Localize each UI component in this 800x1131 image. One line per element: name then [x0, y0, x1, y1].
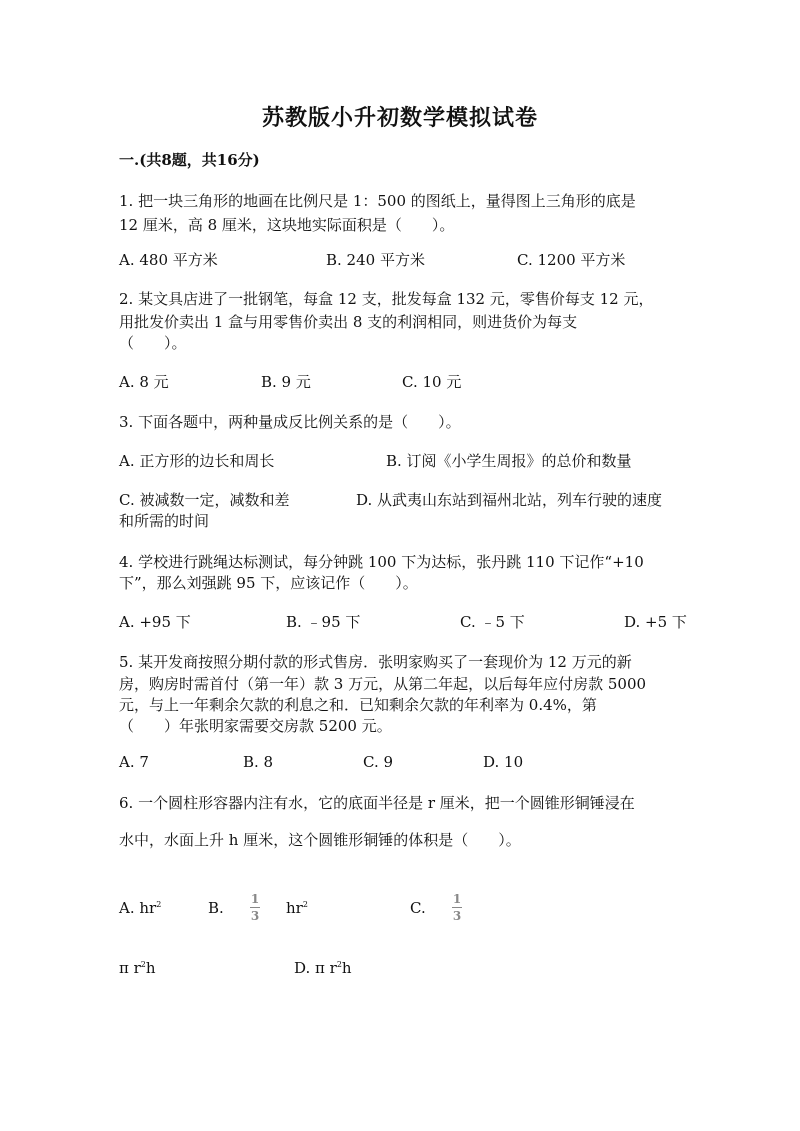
exponent: 2 [302, 900, 308, 909]
q4-option-c[interactable]: C. ﹣5 下 [460, 613, 525, 631]
fraction-bar [250, 907, 260, 908]
q3-line-1: 3. 下面各题中，两种量成反比例关系的是（ ）。 [119, 413, 461, 431]
q3-option-d-cont: 和所需的时间 [119, 512, 210, 530]
q2-line-1: 2. 某文具店进了一批钢笔，每盒 12 支，批发每盒 132 元，零售价每支 12 元， [119, 290, 654, 308]
q5-option-a[interactable]: A. 7 [119, 753, 149, 771]
q4-line-1: 4. 学校进行跳绳达标测试，每分钟跳 100 下为达标，张丹跳 110 下记作“+10 [119, 553, 644, 571]
section-heading: 一.(共8题，共16分) [119, 151, 260, 169]
fraction-numerator: 1 [452, 892, 462, 906]
q2-option-a[interactable]: A. 8 元 [119, 373, 169, 391]
q6-option-b[interactable]: B. [208, 899, 224, 917]
q3-option-b[interactable]: B. 订阅《小学生周报》的总价和数量 [386, 452, 632, 470]
q5-line-2: 房，购房时需首付（第一年）款 3 万元，从第二年起，以后每年应付房款 5000 [119, 675, 647, 693]
q2-line-2: 用批发价卖出 1 盒与用零售价卖出 8 支的利润相同，则进货价为每支 [119, 313, 578, 331]
q6-line-1: 6. 一个圆柱形容器内注有水，它的底面半径是 r 厘米，把一个圆锥形铜锤浸在 [119, 794, 635, 812]
fraction-one-third [250, 893, 260, 922]
q6-option-c-cont [119, 959, 156, 977]
q6-option-d[interactable] [294, 959, 352, 977]
q4-option-d[interactable]: D. +5 下 [624, 613, 687, 631]
fraction-numerator: 1 [250, 892, 260, 906]
q6-option-d-text: D. π r [294, 959, 337, 977]
q1-line-2: 12 厘米，高 8 厘米，这块地实际面积是（ ）。 [119, 216, 455, 234]
fraction-denominator: 3 [250, 909, 260, 923]
q2-option-b[interactable]: B. 9 元 [261, 373, 311, 391]
q6-option-b-expr [286, 899, 308, 917]
q2-line-3: （ ）。 [119, 334, 187, 352]
exponent: 2 [156, 900, 162, 909]
q6-option-c-cont-tail: h [145, 959, 156, 977]
q4-option-b[interactable]: B. ﹣95 下 [286, 613, 361, 631]
q5-option-d[interactable]: D. 10 [483, 753, 524, 771]
q1-option-a[interactable]: A. 480 平方米 [119, 251, 218, 269]
q5-option-c[interactable]: C. 9 [363, 753, 394, 771]
q1-line-1: 1. 把一块三角形的地画在比例尺是 1：500 的图纸上，量得图上三角形的底是 [119, 192, 636, 210]
q4-option-a[interactable]: A. +95 下 [119, 613, 191, 631]
q5-line-3: 元，与上一年剩余欠款的利息之和．已知剩余欠款的年利率为 0.4%，第 [119, 696, 597, 714]
fraction-bar [452, 907, 462, 908]
q6-option-a[interactable] [119, 899, 161, 917]
q1-option-b[interactable]: B. 240 平方米 [326, 251, 425, 269]
page-title: 苏教版小升初数学模拟试卷 [261, 105, 538, 131]
q6-option-a-text: A. hr [119, 899, 157, 917]
q6-line-2: 水中，水面上升 h 厘米，这个圆锥形铜锤的体积是（ ）。 [119, 831, 521, 849]
fraction-one-third [452, 893, 462, 922]
q1-option-c[interactable]: C. 1200 平方米 [517, 251, 626, 269]
q6-option-d-tail: h [341, 959, 352, 977]
q6-option-b-expr-text: hr [286, 899, 303, 917]
q5-line-1: 5. 某开发商按照分期付款的形式售房．张明家购买了一套现价为 12 万元的新 [119, 653, 632, 671]
q2-option-c[interactable]: C. 10 元 [402, 373, 462, 391]
q5-line-4: （ ）年张明家需要交房款 5200 元。 [119, 717, 392, 735]
q6-option-c-cont-text: π r [119, 959, 141, 977]
fraction-denominator: 3 [452, 909, 462, 923]
q3-option-d[interactable]: D. 从武夷山东站到福州北站，列车行驶的速度 [356, 491, 663, 509]
q5-option-b[interactable]: B. 8 [243, 753, 274, 771]
q3-option-c[interactable]: C. 被减数一定，减数和差 [119, 491, 290, 509]
q6-option-c[interactable]: C. [410, 899, 426, 917]
exponent: 2 [336, 960, 342, 969]
q4-line-2: 下”，那么刘强跳 95 下，应该记作（ ）。 [119, 574, 418, 592]
exponent: 2 [140, 960, 146, 969]
q3-option-a[interactable]: A. 正方形的边长和周长 [119, 452, 275, 470]
